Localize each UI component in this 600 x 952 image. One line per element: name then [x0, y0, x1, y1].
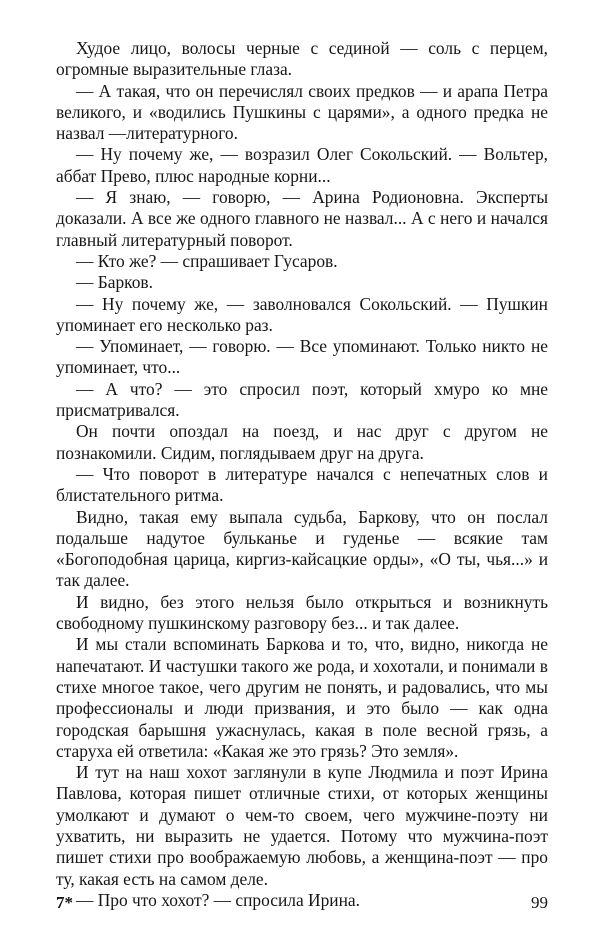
paragraph: — Про что хохот? — спросила Ирина.: [76, 889, 360, 910]
paragraph: И тут на наш хохот заглянули в купе Людмила и поэт Ирина Павлова, которая пишет отличные стихи, от которых женщины умолкают и думают о чем-то своем, чего мужчине-поэту ни ухватить, ни выразить не удается. Потому что мужчина-поэт пишет стихи про воображаемую любовь, а женщина-поэт — про ту, какая есть на самом деле.: [56, 762, 548, 889]
paragraph: — Ну почему же, — заволновался Сокольский. — Пушкин упоминает его несколько раз.: [56, 293, 548, 335]
page-footer: [56, 893, 548, 917]
paragraph: — А такая, что он перечислял своих предков — и арапа Петра великого, и «водились Пушкины с царями», а одного предка не назвал —литературного.: [56, 80, 548, 144]
paragraph: — Упоминает, — говорю. — Все упоминают. Только никто не упоминает, что...: [56, 336, 548, 378]
paragraph: Худое лицо, волосы черные с сединой — соль с перцем, огромные выразительные глаза.: [56, 38, 548, 80]
paragraph: Видно, такая ему выпала судьба, Баркову, что он послал подальше надутое бульканье и гуденье — всякие там «Богоподобная царица, киргиз-кайсацкие орды», «О ты, чья...» и так далее.: [56, 506, 548, 591]
page-number: 99: [531, 893, 548, 912]
paragraph: — Я знаю, — говорю, — Арина Родионовна. Эксперты доказали. А все же одного главного не назвал... А с него и начался главный литературный поворот.: [56, 187, 548, 250]
printer-signature-mark: 7*: [56, 893, 73, 912]
paragraph: — Кто же? — спрашивает Гусаров.: [76, 250, 338, 271]
page-text: [56, 38, 548, 911]
paragraph: — Что поворот в литературе начался с непечатных слов и блистательного ритма.: [56, 463, 548, 506]
paragraph: — А что? — это спросил поэт, который хмуро ко мне присматривался.: [56, 378, 548, 421]
paragraph: Он почти опоздал на поезд, и нас друг с другом не познакомили. Сидим, поглядываем друг на друга.: [56, 421, 548, 463]
paragraph: — Ну почему же, — возразил Олег Сокольский. — Вольтер, аббат Прево, плюс народные корни...: [56, 144, 548, 186]
paragraph: И видно, без этого нельзя было открыться и возникнуть свободному пушкинскому разговору без... и так далее.: [56, 591, 548, 634]
paragraph: И мы стали вспоминать Баркова и то, что, видно, никогда не напечатают. И частушки такого же рода, и хохотали, и понимали в стихе многое такое, чего другим не понять, и радовались, что мы профессионалы и люди призвания, и это было — как одна городская барышня ужаснулась, какая в поле весной грязь, а старуха ей ответила: «Какая же это грязь? Это земля».: [56, 634, 548, 761]
paragraph: — Барков.: [76, 272, 153, 293]
